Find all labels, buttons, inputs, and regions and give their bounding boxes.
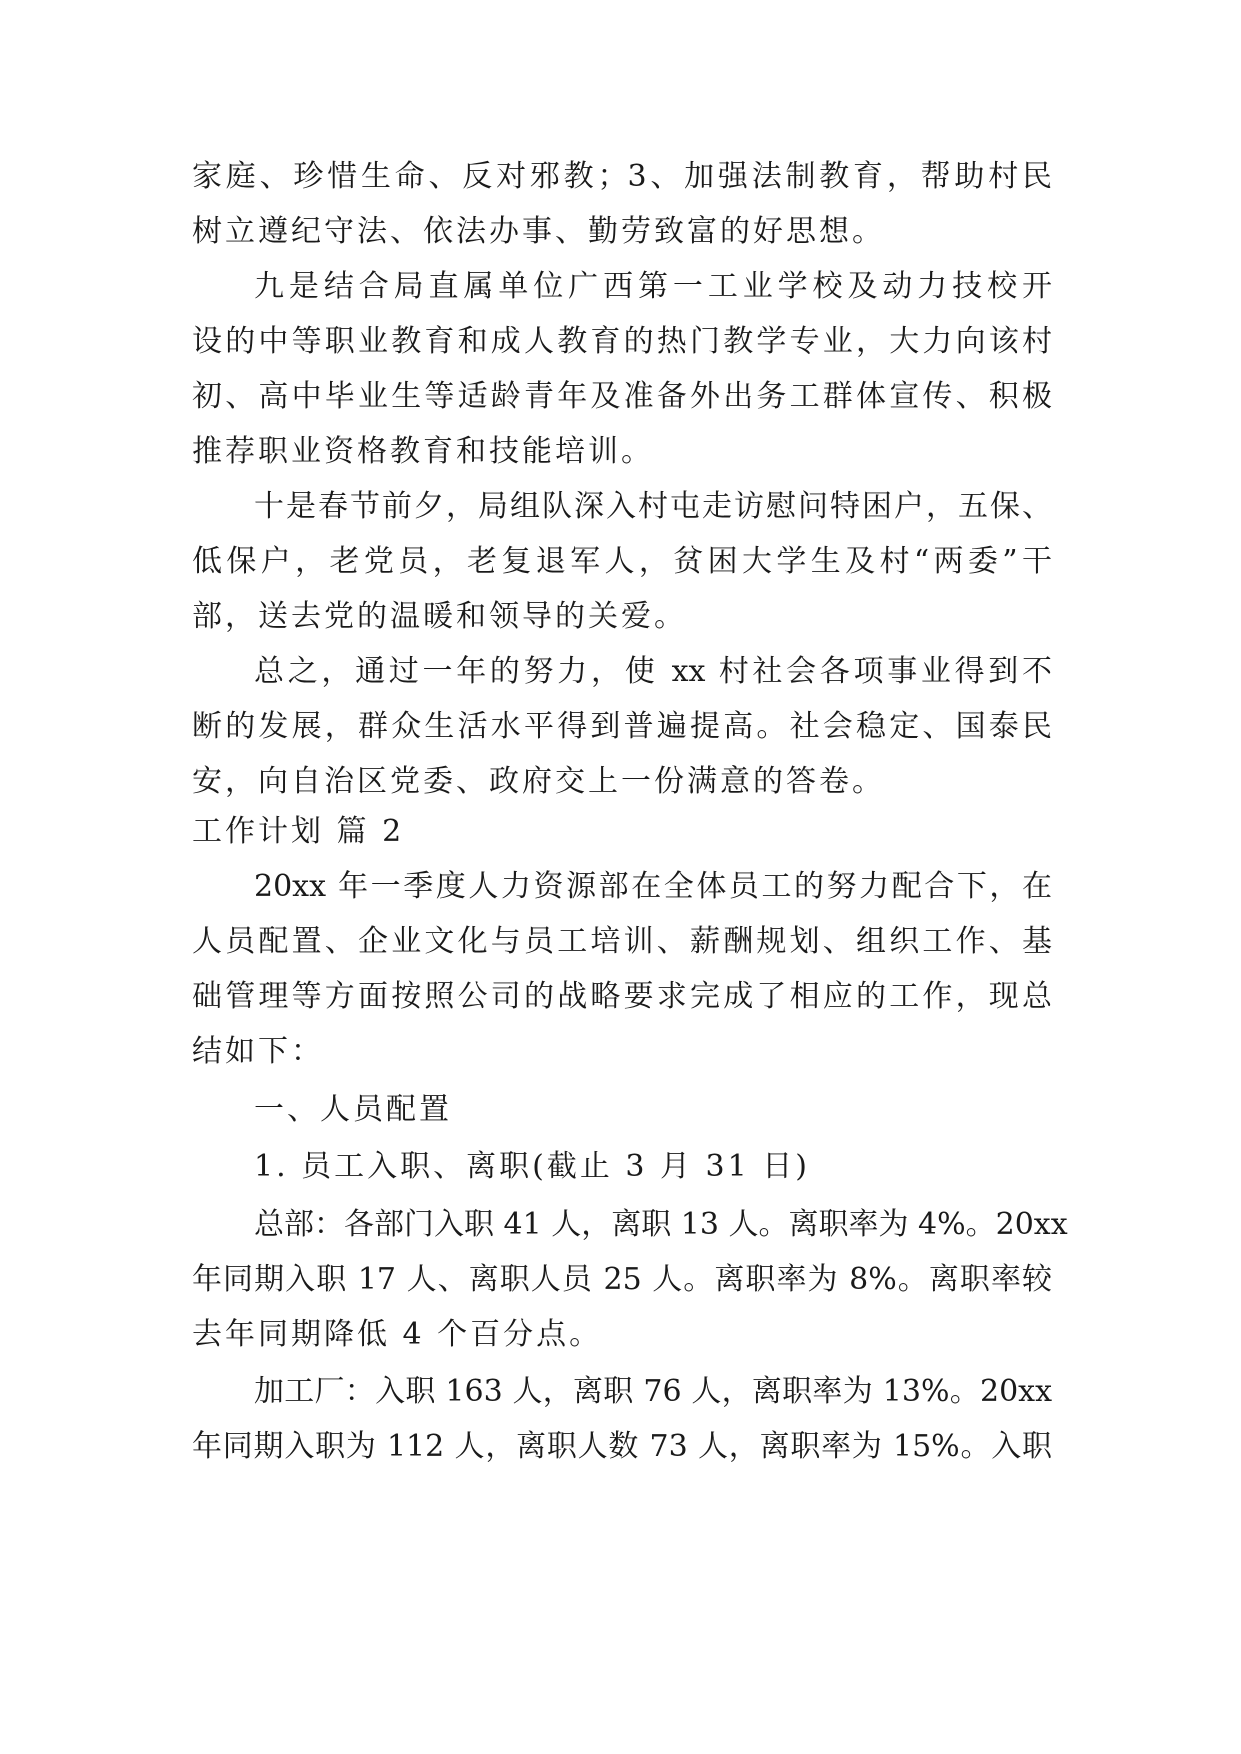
text-line: 部，送去党的温暖和领导的关爱。 — [192, 599, 687, 634]
text-line: 十是春节前夕，局组队深入村屯走访慰问特困户，五保、 — [254, 489, 1052, 524]
text-line: 人员配置、企业文化与员工培训、薪酬规划、组织工作、基 — [192, 924, 1052, 959]
text-line: 年同期入职 17 人、离职人员 25 人。离职率为 8%。离职率较 — [192, 1262, 1052, 1297]
text-line: 九是结合局直属单位广西第一工业学校及动力技校开 — [254, 269, 1052, 304]
subsection-heading: 一、人员配置 — [254, 1092, 452, 1127]
text-line: 去年同期降低 4 个百分点。 — [192, 1317, 603, 1352]
text-line: 低保户，老党员，老复退军人，贫困大学生及村“两委”干 — [192, 544, 1052, 579]
text-line: 设的中等职业教育和成人教育的热门教学专业，大力向该村 — [192, 324, 1052, 359]
text-line: 总部：各部门入职 41 人，离职 13 人。离职率为 4%。20xx — [254, 1207, 1068, 1242]
text-line: 断的发展，群众生活水平得到普遍提高。社会稳定、国泰民 — [192, 709, 1052, 744]
text-line: 结如下： — [192, 1034, 324, 1069]
text-line: 年同期入职为 112 人，离职人数 73 人，离职率为 15%。入职 — [192, 1429, 1052, 1464]
text-line: 初、高中毕业生等适龄青年及准备外出务工群体宣传、积极 — [192, 379, 1052, 414]
item-heading: 1. 员工入职、离职(截止 3 月 31 日) — [254, 1149, 810, 1184]
section-heading: 工作计划 篇 2 — [192, 814, 405, 849]
text-line: 安，向自治区党委、政府交上一份满意的答卷。 — [192, 764, 885, 799]
text-line: 20xx 年一季度人力资源部在全体员工的努力配合下，在 — [254, 869, 1052, 904]
text-line: 推荐职业资格教育和技能培训。 — [192, 434, 654, 469]
text-line: 总之，通过一年的努力，使 xx 村社会各项事业得到不 — [254, 654, 1052, 689]
text-line: 础管理等方面按照公司的战略要求完成了相应的工作，现总 — [192, 979, 1052, 1014]
text-line: 加工厂：入职 163 人，离职 76 人，离职率为 13%。20xx — [254, 1374, 1052, 1409]
text-line: 树立遵纪守法、依法办事、勤劳致富的好思想。 — [192, 214, 885, 249]
text-line: 家庭、珍惜生命、反对邪教；3、加强法制教育，帮助村民 — [192, 159, 1052, 194]
